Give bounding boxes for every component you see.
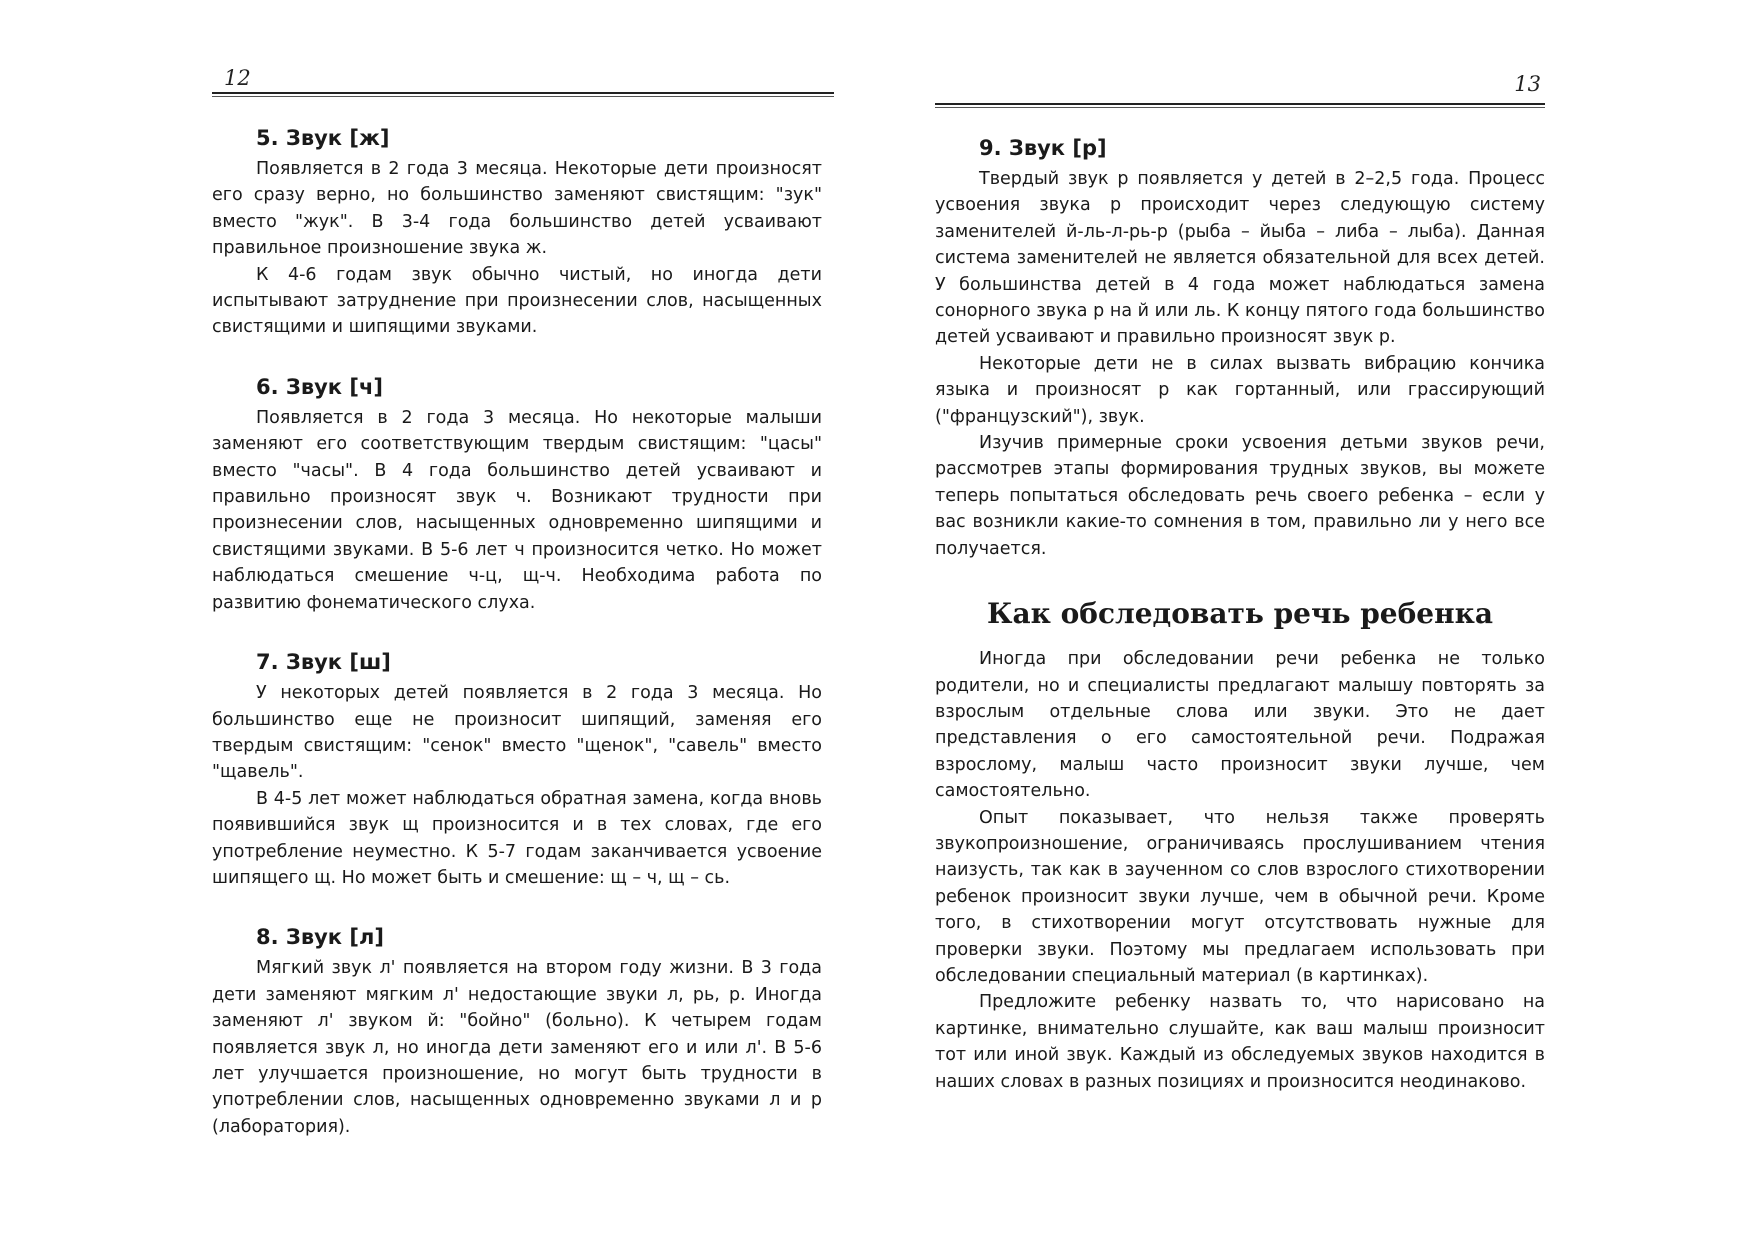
section-sound-l — [212, 923, 822, 1140]
paragraph: Иногда при обследовании речи ребенка не только родители, но и специалисты предлагают малышу повторять за взрослым отдельные слова или звуки. Это не дает представления о его самостоятельной речи. Подражая взрослому, малыш часто произносит звуки лучше, чем самостоятельно. — [935, 649, 1545, 802]
paragraph: Предложите ребенку назвать то, что нарисовано на картинке, внимательно слушайте, как ваш малыш произносит тот или иной звук. Каждый из обследуемых звуков находится в наших словах в разных позициях и произносится неодинаково. — [935, 992, 1545, 1092]
right-page-content — [935, 134, 1545, 1095]
paragraph: Появляется в 2 года 3 месяца. Некоторые дети произносят его сразу верно, но большинство заменяют свистящим: "зук" вместо "жук". В 3-4 года большинство детей усваивают правильное произношение звука ж. — [212, 159, 822, 259]
paragraph: Изучив примерные сроки усвоения детьми звуков речи, рассмотрев этапы формирования трудных звуков, вы можете теперь попытаться обследовать речь своего ребенка – если у вас возникли какие-то сомнения в том, правильно ли у него все получается. — [935, 433, 1545, 559]
paragraph: У некоторых детей появляется в 2 года 3 месяца. Но большинство еще не произносит шипящий, заменяя его твердым свистящим: "сенок" вместо "щенок", "савель" вместо "щавель". — [212, 683, 822, 783]
page-number: 13 — [1514, 72, 1541, 96]
left-page-content — [212, 124, 822, 1172]
paragraph: В 4-5 лет может наблюдаться обратная замена, когда вновь появившийся звук щ произносится и в тех словах, где его употребление неуместно. К 5-7 годам заканчивается усвоение шипящего щ. Но может быть и смешение: щ – ч, щ – сь. — [212, 788, 822, 888]
section-sound-r — [935, 134, 1545, 562]
paragraph: К 4-6 годам звук обычно чистый, но иногда дети испытывают затруднение при произнесении слов, насыщенных свистящими и шипящими звуками. — [212, 264, 822, 338]
paragraph: Мягкий звук л' появляется на втором году жизни. В 3 года дети заменяют мягким л' недостающие звуки л, рь, р. Иногда заменяют л' звуком й: "бойно" (больно). К четырем годам появляется звук л, но иногда дети заменяют его и или л'. В 5-6 лет улучшается произношение, но могут быть трудности в употреблении слов, насыщенных одновременно звуками л и р (лаборатория). — [212, 958, 822, 1137]
section-heading: 9. Звук [р] — [979, 136, 1107, 160]
paragraph: Твердый звук р появляется у детей в 2–2,5 года. Процесс усвоения звука р происходит через следующую систему заменителей й-ль-л-рь-р (рыба – йыба – либа – лыба). Данная система заменителей не является обязательной для всех детей. У большинства детей в 4 года может наблюдаться замена сонорного звука р на й или ль. К концу пятого года большинство детей усваивают и правильно произносят звук р. — [935, 169, 1545, 348]
paragraph: Появляется в 2 года 3 месяца. Но некоторые малыши заменяют его соответствующим твердым свистящим: "цасы" вместо "часы". В 4 года большинство детей усваивают и правильно произносят звук ч. Возникают трудности при произнесении слов, насыщенных одновременно шипящими и свистящими звуками. В 5-6 лет ч произносится четко. Но может наблюдаться смешение ч-ц, щ-ч. Необходима работа по развитию фонематического слуха. — [212, 407, 822, 613]
paragraph: Некоторые дети не в силах вызвать вибрацию кончика языка и произносят р как гортанный, или грассирующий ("французский"), звук. — [935, 353, 1545, 427]
section-sound-ch — [212, 373, 822, 616]
section-heading: 5. Звук [ж] — [256, 126, 390, 150]
section-sound-zh — [212, 124, 822, 341]
section-heading: 6. Звук [ч] — [256, 374, 383, 399]
chapter-title: Как обследовать речь ребенка — [987, 597, 1493, 631]
chapter-body — [935, 646, 1545, 1095]
section-sound-sh — [212, 648, 822, 891]
paragraph: Опыт показывает, что нельзя также проверять звукопроизношение, ограничиваясь прослушиванием чтения наизусть, так как в заученном со слов взрослого стихотворении ребенок произносит звуки лучше, чем в обычной речи. Кроме того, в стихотворении могут отсутствовать нужные для проверки звуки. Поэтому мы предлагаем использовать при обследовании специальный материал (в картинках). — [935, 807, 1545, 986]
header-rule — [212, 92, 834, 97]
section-heading: 7. Звук [ш] — [256, 650, 391, 675]
section-heading: 8. Звук [л] — [256, 925, 384, 950]
page-number: 12 — [224, 66, 251, 90]
header-rule — [935, 103, 1545, 108]
